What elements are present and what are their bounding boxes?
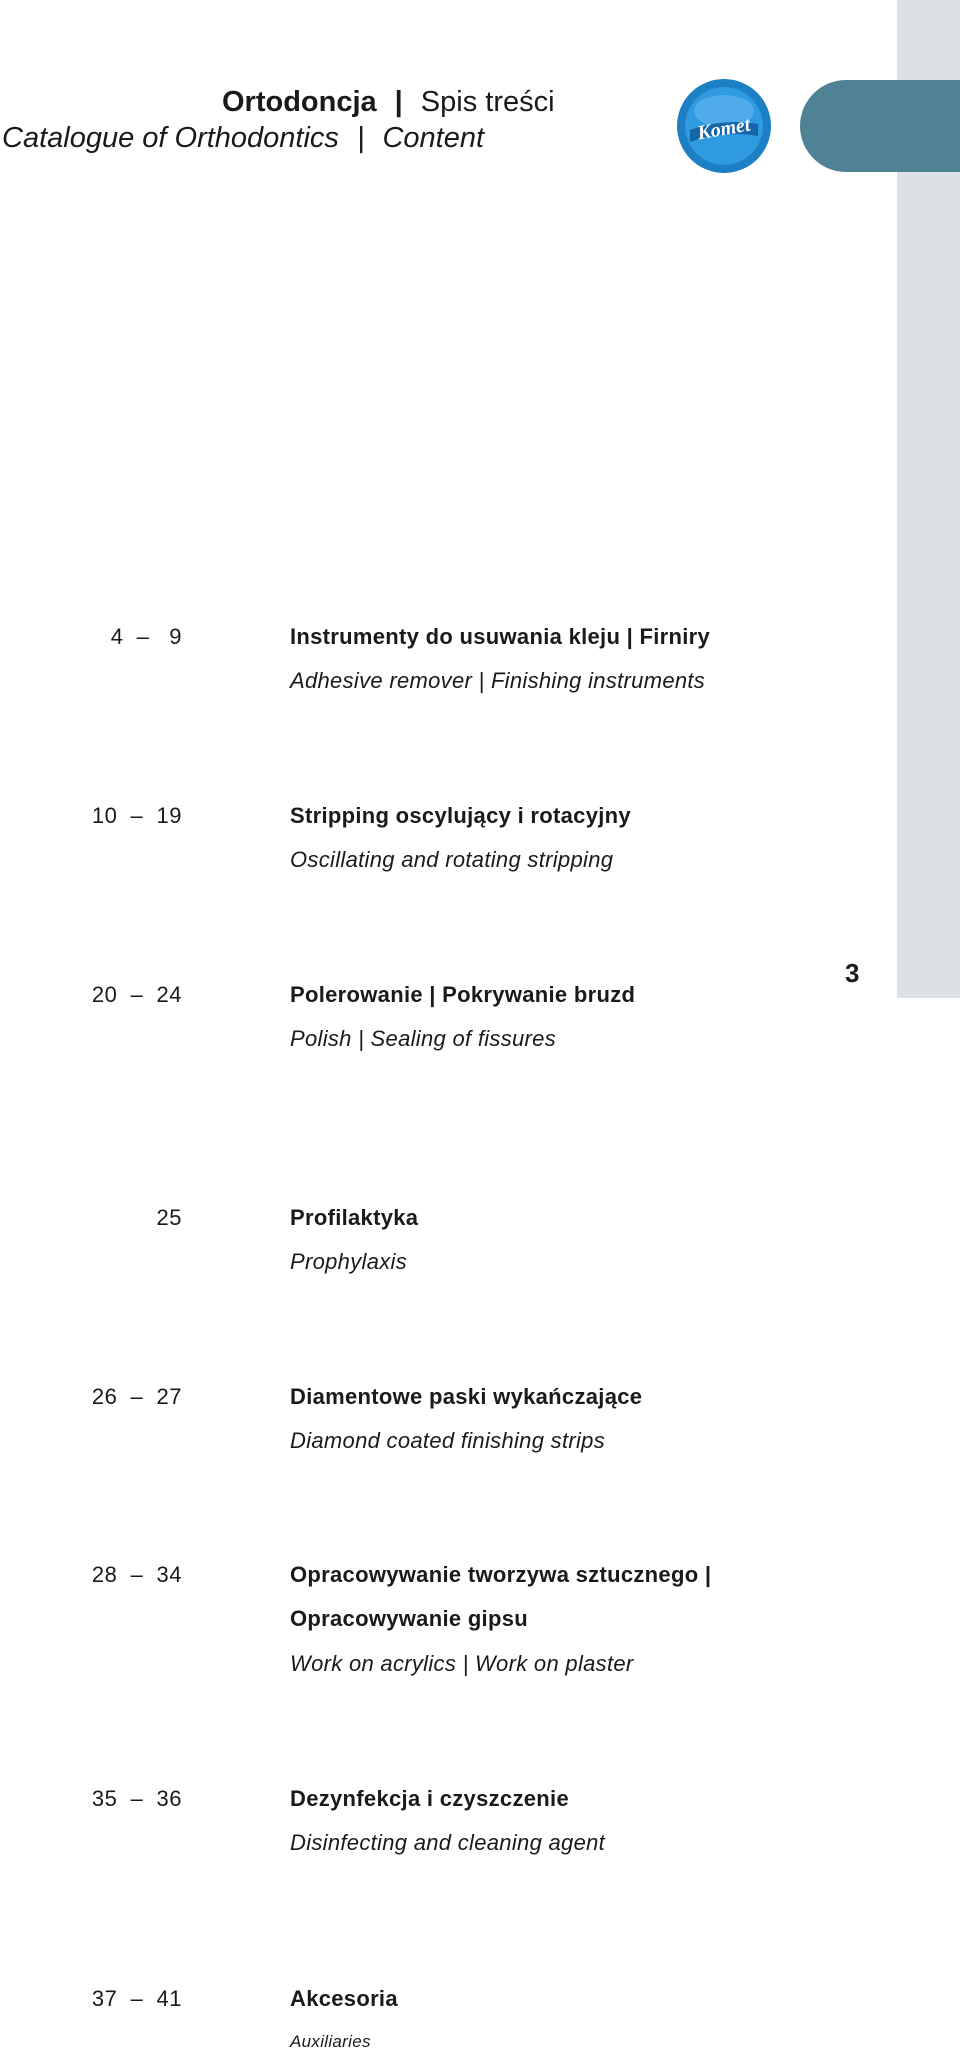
toc-page-range: 28 – 34 bbox=[91, 1562, 182, 1587]
toc-title-pl: Opracowywanie tworzywa sztucznego | bbox=[290, 1562, 712, 1587]
header-title-pl bbox=[222, 86, 555, 119]
toc-title-en: Oscillating and rotating stripping bbox=[290, 847, 614, 872]
toc-page-range: 10 – 19 bbox=[91, 803, 182, 828]
toc-title-pl: Dezynfekcja i czyszczenie bbox=[290, 1786, 569, 1811]
catalogue-title-pl: Ortodoncja bbox=[222, 86, 377, 118]
toc-title-pl: Instrumenty do usuwania kleju | Firniry bbox=[290, 624, 711, 649]
toc-title-en: Adhesive remover | Finishing instruments bbox=[290, 668, 706, 693]
catalogue-title-en: Catalogue of Orthodontics bbox=[2, 122, 339, 154]
toc-title-en: Diamond coated finishing strips bbox=[290, 1428, 606, 1453]
content-label-en: Content bbox=[382, 122, 485, 154]
toc-title-pl: Diamentowe paski wykańczające bbox=[290, 1384, 643, 1409]
header-separator-en: | bbox=[356, 122, 365, 154]
toc-page-range: 25 bbox=[156, 1205, 182, 1230]
header-separator: | bbox=[394, 86, 403, 118]
page-number: 3 bbox=[845, 958, 860, 988]
header-accent-band bbox=[800, 80, 960, 172]
toc-title-pl: Profilaktyka bbox=[290, 1205, 419, 1230]
toc-page-range: 37 – 41 bbox=[91, 1986, 182, 2011]
toc-title-pl-line2: Opracowywanie gipsu bbox=[290, 1606, 528, 1631]
header-title-en bbox=[2, 122, 484, 155]
komet-logo bbox=[676, 78, 772, 174]
toc-page-range: 20 – 24 bbox=[91, 982, 182, 1007]
toc-title-pl: Polerowanie | Pokrywanie bruzd bbox=[290, 982, 636, 1007]
toc-title-en: Prophylaxis bbox=[290, 1249, 408, 1274]
toc-title-pl: Stripping oscylujący i rotacyjny bbox=[290, 803, 631, 828]
toc-page-range: 35 – 36 bbox=[91, 1786, 182, 1811]
toc-title-en: Auxiliaries bbox=[290, 2032, 371, 2051]
toc-title-en: Work on acrylics | Work on plaster bbox=[290, 1651, 634, 1676]
toc-title-en: Disinfecting and cleaning agent bbox=[290, 1830, 606, 1855]
toc-title-pl: Akcesoria bbox=[290, 1986, 398, 2011]
toc-page-range: 26 – 27 bbox=[91, 1384, 182, 1409]
toc-title-en: Polish | Sealing of fissures bbox=[290, 1026, 557, 1051]
content-label-pl: Spis treści bbox=[420, 86, 555, 118]
toc-page-range: 4 – 9 bbox=[110, 624, 182, 649]
logo-text: Komet bbox=[695, 113, 753, 145]
